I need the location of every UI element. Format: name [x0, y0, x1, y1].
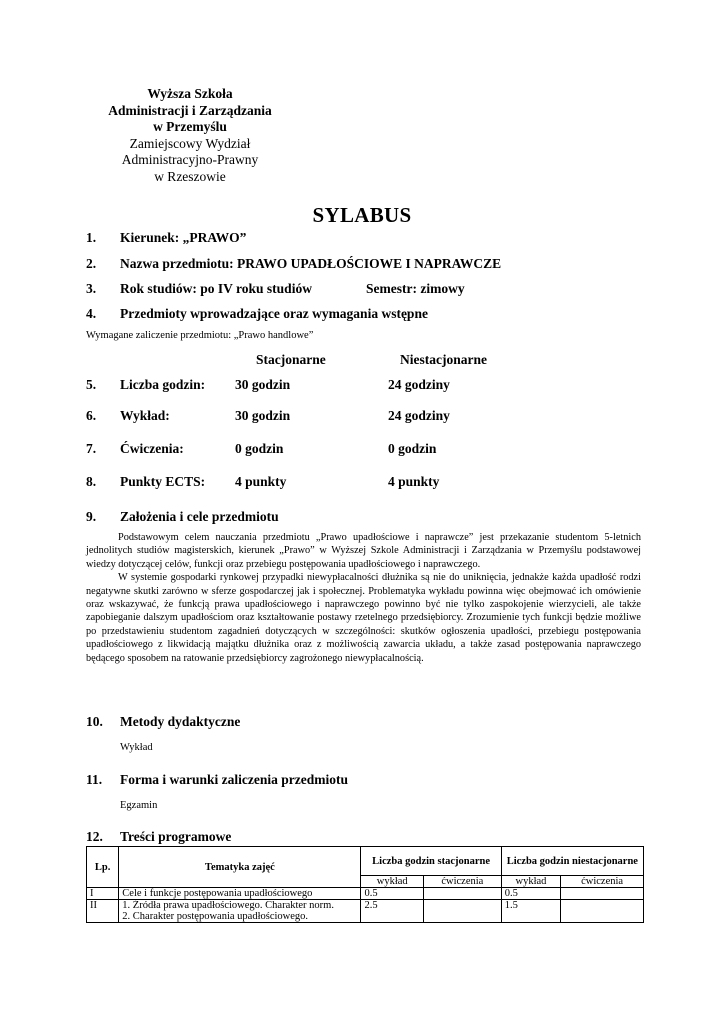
hours-stac: 30 godzin — [235, 408, 291, 423]
item-number: 2. — [86, 256, 97, 271]
section-title: Treści programowe — [120, 829, 232, 844]
cell-niestac-cwiczenia — [561, 888, 644, 900]
column-header-niestacjonarne: Niestacjonarne — [400, 352, 487, 367]
topic-line: 1. Źródła prawa upadłościowego. Charakter norm. — [122, 900, 334, 911]
cell-topic — [119, 900, 361, 923]
cell-stac-cwiczenia — [424, 888, 502, 900]
faculty-name-3: w Rzeszowie — [154, 168, 226, 184]
header-hours-niestacjonarne: Liczba godzin niestacjonarne — [501, 847, 643, 876]
faculty-name-2: Administracyjno-Prawny — [121, 152, 259, 168]
hours-niestac: 0 godzin — [388, 441, 437, 456]
subheader-cwiczenia: ćwiczenia — [561, 876, 644, 888]
hours-stac: 4 punkty — [235, 474, 287, 489]
institution-header — [90, 86, 290, 186]
hours-label: Liczba godzin: — [120, 377, 206, 392]
item-text: Nazwa przedmiotu: PRAWO UPADŁOŚCIOWE I NAPRAWCZE — [120, 256, 502, 271]
cell-topic — [119, 888, 361, 900]
institution-name-2: Administracji i Zarządzania — [108, 102, 272, 118]
section-title: Założenia i cele przedmiotu — [120, 509, 279, 524]
hours-label: Ćwiczenia: — [120, 441, 184, 456]
item-number: 5. — [86, 377, 97, 392]
cell-niestac-wyklad: 0.5 — [501, 888, 561, 900]
prerequisite-text: Wymagane zaliczenie przedmiotu: „Prawo handlowe” — [86, 330, 314, 341]
section-title: Forma i warunki zaliczenia przedmiotu — [120, 772, 348, 787]
section-number: 12. — [86, 829, 103, 844]
item-number: 8. — [86, 474, 97, 489]
paragraph: Podstawowym celem nauczania przedmiotu „Prawo upadłościowe i naprawcze” jest przekazanie studentom 5-letnich jednolitych studiów magisterskich, kierunek „Prawo” w Wyższej Szkole Administracji i Zarządzania w Przemyślu podstawowej wiedzy dotyczącej celów, funkcji oraz przebiegu postępowania upadłościowego i naprawczego. — [86, 532, 641, 570]
cell-stac-cwiczenia — [424, 900, 502, 923]
cell-lp: I — [87, 888, 119, 900]
subheader-wyklad: wykład — [501, 876, 561, 888]
section-title: Metody dydaktyczne — [120, 714, 241, 729]
header-lp: Lp. — [87, 847, 119, 888]
institution-name-1: Wyższa Szkoła — [147, 86, 233, 101]
column-header-stacjonarne: Stacjonarne — [256, 352, 326, 367]
section-9-body — [86, 531, 641, 665]
subheader-wyklad: wykład — [361, 876, 424, 888]
section-number: 9. — [86, 509, 97, 524]
cell-stac-wyklad: 0.5 — [361, 888, 424, 900]
cell-niestac-cwiczenia — [561, 900, 644, 923]
hours-niestac: 24 godziny — [388, 377, 450, 392]
item-text: Kierunek: „PRAWO” — [120, 230, 247, 245]
institution-name-3: w Przemyślu — [153, 119, 227, 135]
semester-text: Semestr: zimowy — [366, 281, 465, 296]
hours-label: Wykład: — [120, 408, 170, 423]
section-number: 10. — [86, 714, 103, 729]
hours-niestac: 24 godziny — [388, 408, 450, 423]
hours-stac: 0 godzin — [235, 441, 284, 456]
topic-line: Cele i funkcje postępowania upadłościowego — [122, 888, 313, 899]
paragraph: W systemie gospodarki rynkowej przypadki niewypłacalności dłużnika są nie do uniknięcia, jednakże każda upadłość rodzi negatywne skutki zarówno w sferze gospodarczej jak i społecznej. Problematyka wykładu powinna więc obejmować ich omówienie oraz wskazywać, że funkcją prawa upadłościowego i naprawczego powinno być nie tylko zaspokojenie wierzycieli, ale także zapobieganie dalszym upadłościom oraz kształtowanie postawy rzetelnego przedsiębiorcy. Zrozumienie tych funkcji będzie możliwe po przedstawieniu studentom zagadnień dotyczących w szczególności: skutków ogłoszenia upadłości, przebiegu postępowania upadłościowego z likwidacją majątku dłużnika oraz z możliwością zawarcia układu, a także zasad postępowania naprawczego będącego sposobem na ratowanie przedsiębiorcy zagrożonego niewypłacalnością. — [86, 572, 641, 664]
section-number: 11. — [86, 772, 103, 787]
item-text: Rok studiów: po IV roku studiów — [120, 281, 312, 296]
item-number: 3. — [86, 281, 97, 296]
table-row — [87, 888, 644, 900]
hours-stac: 30 godzin — [235, 377, 291, 392]
cell-stac-wyklad: 2.5 — [361, 900, 424, 923]
section-10-body: Wykład — [120, 742, 153, 753]
table-row — [87, 900, 644, 923]
faculty-name-1: Zamiejscowy Wydział — [129, 135, 251, 151]
table-header-row — [87, 847, 644, 876]
item-number: 1. — [86, 230, 97, 245]
section-11-body: Egzamin — [120, 800, 158, 811]
cell-niestac-wyklad: 1.5 — [501, 900, 561, 923]
header-topic: Tematyka zajęć — [119, 847, 361, 888]
document-title: SYLABUS — [312, 203, 412, 227]
program-table — [86, 846, 644, 923]
item-number: 7. — [86, 441, 97, 456]
item-text: Przedmioty wprowadzające oraz wymagania wstępne — [120, 306, 428, 321]
item-number: 4. — [86, 306, 97, 321]
item-number: 6. — [86, 408, 97, 423]
topic-line: 2. Charakter postępowania upadłościowego. — [122, 911, 309, 922]
hours-niestac: 4 punkty — [388, 474, 440, 489]
header-hours-stacjonarne: Liczba godzin stacjonarne — [361, 847, 501, 876]
cell-lp: II — [87, 900, 119, 923]
subheader-cwiczenia: ćwiczenia — [424, 876, 502, 888]
hours-label: Punkty ECTS: — [120, 474, 206, 489]
